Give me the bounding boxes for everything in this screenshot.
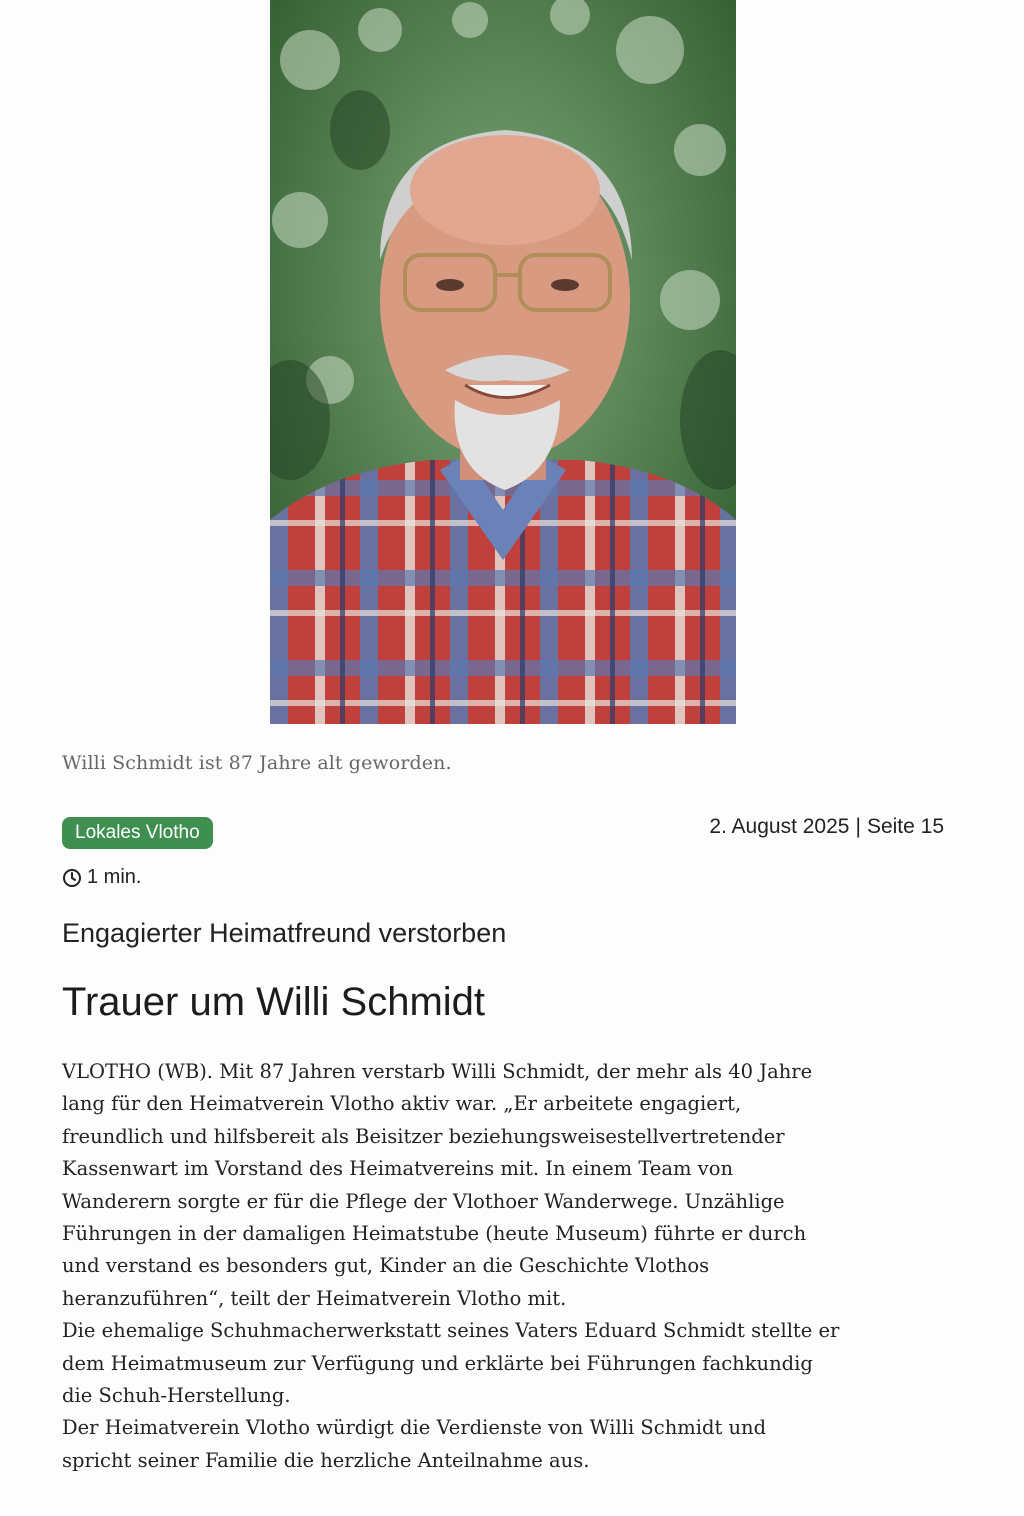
dateline-separator: | [855, 815, 861, 838]
body-line: heranzuführen“, teilt der Heimatverein Vlotho mit. [62, 1286, 567, 1310]
body-line: Die ehemalige Schuhmacherwerkstatt seines Vaters Eduard Schmidt stellte er [62, 1319, 840, 1343]
photo-caption: Willi Schmidt ist 87 Jahre alt geworden. [62, 752, 452, 774]
body-line: und verstand es besonders gut, Kinder an die Geschichte Vlothos [62, 1254, 710, 1278]
body-line: freundlich und hilfsbereit als Beisitzer beziehungsweisestellvertretender [62, 1124, 785, 1148]
body-line: dem Heimatmuseum zur Verfügung und erklärte bei Führungen fachkundig [62, 1351, 813, 1375]
body-line: VLOTHO (WB). Mit 87 Jahren verstarb Willi Schmidt, der mehr als 40 Jahre [62, 1060, 813, 1083]
body-line: spricht seiner Familie die herzliche Anteilnahme aus. [62, 1448, 590, 1472]
body-line: Kassenwart im Vorstand des Heimatvereins mit. In einem Team von [62, 1157, 733, 1181]
category-badge[interactable]: Lokales Vlotho [62, 817, 213, 849]
body-line: lang für den Heimatverein Vlotho aktiv war. „Er arbeitete engagiert, [62, 1092, 742, 1116]
article-kicker: Engagierter Heimatfreund verstorben [62, 918, 507, 948]
article-headline: Trauer um Willi Schmidt [62, 980, 486, 1024]
portrait-photo [270, 0, 736, 724]
body-line: Wanderern sorgte er für die Pflege der Vlothoer Wanderwege. Unzählige [62, 1189, 785, 1213]
read-time [62, 866, 141, 889]
body-line: Der Heimatverein Vlotho würdigt die Verdienste von Willi Schmidt und [62, 1416, 767, 1440]
clock-icon [62, 868, 82, 888]
article-body [62, 1056, 922, 1477]
body-line: Führungen in der damaligen Heimatstube (heute Museum) führte er durch [62, 1222, 807, 1246]
dateline [709, 815, 944, 839]
page-number: Seite 15 [866, 815, 944, 838]
read-time-label: 1 min. [87, 866, 142, 888]
publication-date: 2. August 2025 [709, 815, 850, 838]
body-line: die Schuh-Herstellung. [62, 1384, 291, 1408]
